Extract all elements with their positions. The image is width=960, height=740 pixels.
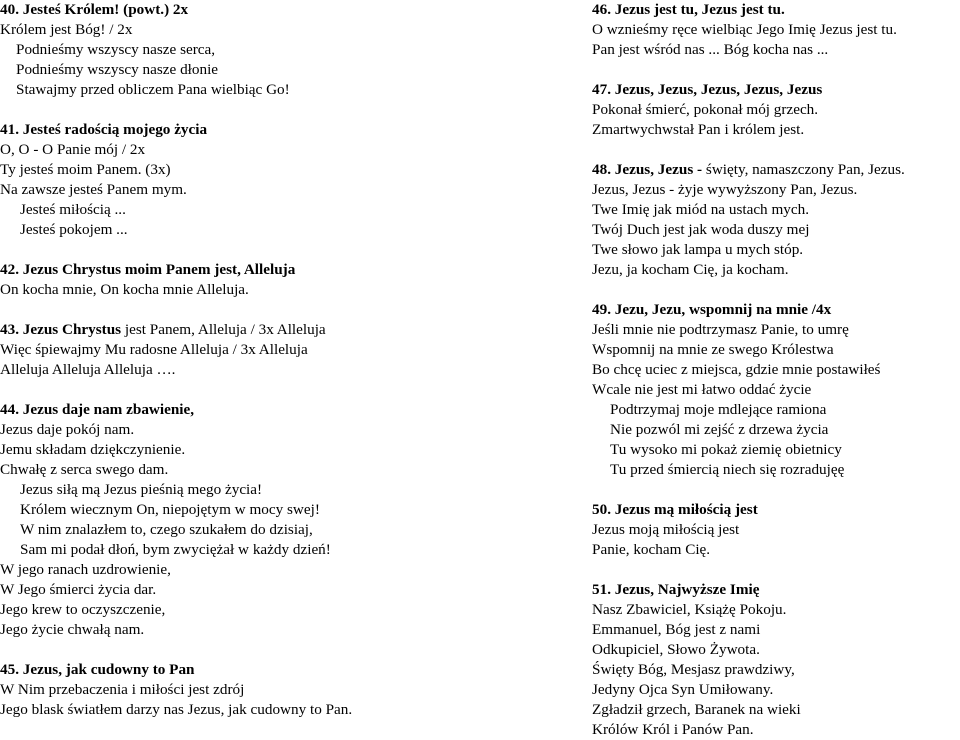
song-40 xyxy=(0,0,470,100)
song-line: Nie pozwól mi zejść z drzewa życia xyxy=(610,421,829,438)
song-line: O, O - O Panie mój / 2x xyxy=(0,141,146,158)
song-line: Zgładził grzech, Baranek na wieki xyxy=(592,701,801,718)
song-title xyxy=(0,320,470,340)
song-line: Jedyny Ojca Syn Umiłowany. xyxy=(592,681,774,698)
song-line: Jesteś pokojem ... xyxy=(20,221,128,238)
song-line: Chwałę z serca swego dam. xyxy=(0,461,169,478)
song-title: 50. Jezus mą miłością jest xyxy=(592,501,758,518)
song-title: 46. Jezus jest tu, Jezus jest tu. xyxy=(592,1,785,18)
song-line: Jezus siłą mą Jezus pieśnią mego życia! xyxy=(20,481,263,498)
song-line: Więc śpiewajmy Mu radosne Alleluja / 3x Alleluja xyxy=(0,341,308,358)
song-47 xyxy=(592,80,960,140)
spacer xyxy=(0,240,470,260)
song-line: Odkupiciel, Słowo Żywota. xyxy=(592,641,760,658)
left-column xyxy=(0,0,470,720)
song-line: Ty jesteś moim Panem. (3x) xyxy=(0,161,171,178)
song-line: Pokonał śmierć, pokonał mój grzech. xyxy=(592,101,819,118)
song-line: Zmartwychwstał Pan i królem jest. xyxy=(592,121,805,138)
song-44 xyxy=(0,400,470,640)
song-line: Na zawsze jesteś Panem mym. xyxy=(0,181,187,198)
song-line: Jezus daje pokój nam. xyxy=(0,421,135,438)
song-line: Nasz Zbawiciel, Książę Pokoju. xyxy=(592,601,787,618)
song-line: Królem wiecznym On, niepojętym w mocy swej! xyxy=(20,501,320,518)
spacer xyxy=(0,640,470,660)
song-line: Stawajmy przed obliczem Pana wielbiąc Go! xyxy=(16,81,290,98)
spacer xyxy=(0,380,470,400)
song-line: Twój Duch jest jak woda duszy mej xyxy=(592,221,810,238)
song-line: Sam mi podał dłoń, bym zwyciężał w każdy dzień! xyxy=(20,541,331,558)
song-line: Podnieśmy wszyscy nasze serca, xyxy=(16,41,216,58)
song-title-bold: 48. Jezus, Jezus - xyxy=(592,161,703,178)
spacer xyxy=(592,280,960,300)
song-title xyxy=(592,160,960,180)
song-line: Tu przed śmiercią niech się rozradujęę xyxy=(610,461,845,478)
song-line: W Jego śmierci życia dar. xyxy=(0,581,157,598)
song-45 xyxy=(0,660,470,720)
song-line: Twe słowo jak lampa u mych stóp. xyxy=(592,241,804,258)
song-title: 44. Jezus daje nam zbawienie, xyxy=(0,401,195,418)
spacer xyxy=(0,300,470,320)
spacer xyxy=(592,60,960,80)
song-line: Jego życie chwałą nam. xyxy=(0,621,145,638)
song-41 xyxy=(0,120,470,240)
song-number: 41. xyxy=(0,121,19,138)
song-line: Jesteś miłością ... xyxy=(20,201,126,218)
song-title-bold: 43. Jezus Chrystus xyxy=(0,321,122,338)
song-42 xyxy=(0,260,470,300)
song-line: Jego krew to oczyszczenie, xyxy=(0,601,166,618)
song-line: On kocha mnie, On kocha mnie Alleluja. xyxy=(0,281,249,298)
song-title-rest: święty, namaszczony Pan, Jezus. xyxy=(702,161,905,178)
song-line: W nim znalazłem to, czego szukałem do dzisiaj, xyxy=(20,521,313,538)
song-line: Królów Król i Panów Pan. xyxy=(592,721,754,738)
song-line: Podtrzymaj moje mdlejące ramiona xyxy=(610,401,827,418)
song-line: Panie, kocham Cię. xyxy=(592,541,711,558)
spacer xyxy=(592,560,960,580)
song-line: W Nim przebaczenia i miłości jest zdrój xyxy=(0,681,245,698)
spacer xyxy=(592,480,960,500)
song-line: Pan jest wśród nas ... Bóg kocha nas ... xyxy=(592,41,829,58)
song-line: Wcale nie jest mi łatwo oddać życie xyxy=(592,381,812,398)
song-line: Święty Bóg, Mesjasz prawdziwy, xyxy=(592,661,795,678)
song-line: Jezus moją miłością jest xyxy=(592,521,740,538)
song-line: Jego blask światłem darzy nas Jezus, jak cudowny to Pan. xyxy=(0,701,353,718)
song-48 xyxy=(592,160,960,280)
spacer xyxy=(592,140,960,160)
song-line: Bo chcę uciec z miejsca, gdzie mnie postawiłeś xyxy=(592,361,881,378)
song-title: 49. Jezu, Jezu, wspomnij na mnie /4x xyxy=(592,301,832,318)
song-50 xyxy=(592,500,960,560)
song-51 xyxy=(592,580,960,740)
song-line: Tu wysoko mi pokaż ziemię obietnicy xyxy=(610,441,842,458)
song-title: 47. Jezus, Jezus, Jezus, Jezus, Jezus xyxy=(592,81,823,98)
song-49 xyxy=(592,300,960,480)
song-43 xyxy=(0,320,470,380)
song-line: O wznieśmy ręce wielbiąc Jego Imię Jezus jest tu. xyxy=(592,21,897,38)
song-title: 45. Jezus, jak cudowny to Pan xyxy=(0,661,195,678)
song-title: 51. Jezus, Najwyższe Imię xyxy=(592,581,760,598)
song-line: Jezu, ja kocham Cię, ja kocham. xyxy=(592,261,789,278)
right-column xyxy=(592,0,960,740)
song-title-rest: jest Panem, Alleluja / 3x Alleluja xyxy=(121,321,326,338)
song-title-text: Jesteś radością mojego życia xyxy=(22,121,208,138)
song-46 xyxy=(592,0,960,60)
song-title: 42. Jezus Chrystus moim Panem jest, Alleluja xyxy=(0,261,296,278)
song-title xyxy=(0,120,470,140)
song-line: Podnieśmy wszyscy nasze dłonie xyxy=(16,61,219,78)
song-line: Emmanuel, Bóg jest z nami xyxy=(592,621,761,638)
song-line: Wspomnij na mnie ze swego Królestwa xyxy=(592,341,834,358)
song-line: W jego ranach uzdrowienie, xyxy=(0,561,171,578)
song-line: Królem jest Bóg! / 2x xyxy=(0,21,133,38)
song-line: Twe Imię jak miód na ustach mych. xyxy=(592,201,809,218)
song-line: Alleluja Alleluja Alleluja …. xyxy=(0,361,176,378)
song-line: Jemu składam dziękczynienie. xyxy=(0,441,186,458)
song-title: 40. Jesteś Królem! (powt.) 2x xyxy=(0,1,189,18)
spacer xyxy=(0,100,470,120)
song-line: Jeśli mnie nie podtrzymasz Panie, to umrę xyxy=(592,321,849,338)
song-line: Jezus, Jezus - żyje wywyższony Pan, Jezus. xyxy=(592,181,858,198)
